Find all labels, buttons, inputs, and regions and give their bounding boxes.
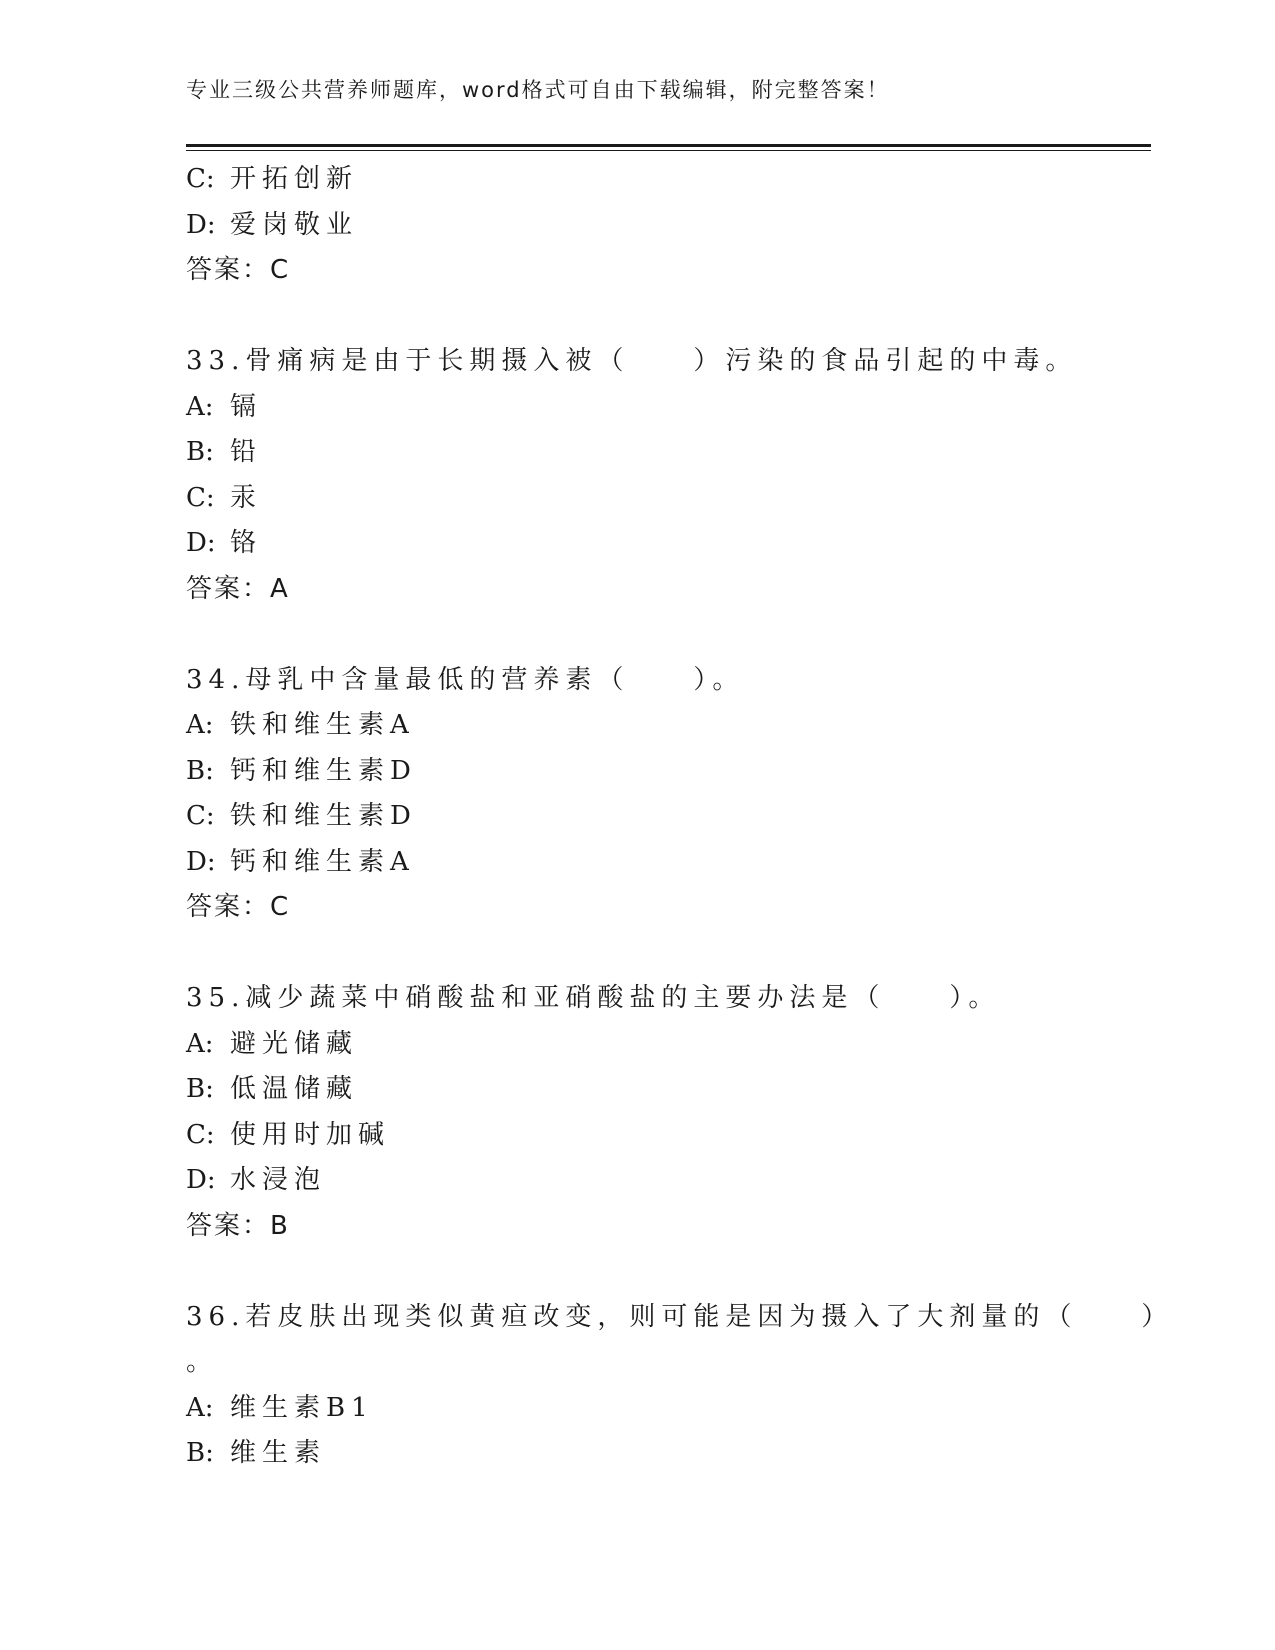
spacer	[186, 294, 1151, 340]
option-d	[186, 521, 1151, 567]
option-text: 汞	[230, 482, 263, 513]
question-stem: 33.骨痛病是由于长期摄入被（ ）污染的食品引起的中毒。	[186, 346, 1078, 376]
option-c	[186, 157, 1151, 203]
option-text: 铬	[230, 528, 263, 558]
option-a	[186, 1386, 1151, 1432]
option-text: 避光储藏	[230, 1028, 359, 1059]
header-rule-thin	[186, 150, 1151, 151]
answer-line: 答案：A	[186, 573, 290, 604]
option-d	[186, 203, 1151, 249]
question-stem: 36.若皮肤出现类似黄疸改变，则可能是因为摄入了大剂量的（ ）	[186, 1301, 1174, 1332]
option-label: A:	[186, 710, 214, 740]
option-text: 开拓创新	[230, 164, 359, 194]
option-a	[186, 1022, 1151, 1068]
option-label: D:	[186, 1165, 216, 1195]
option-text: 铅	[230, 437, 263, 467]
option-b	[186, 749, 1151, 795]
option-c	[186, 794, 1151, 840]
option-label: C:	[186, 1119, 215, 1150]
question-stem: 34.母乳中含量最低的营养素（ ）。	[186, 664, 745, 695]
option-text: 铁和维生素D	[230, 801, 417, 831]
option-text: 镉	[230, 391, 263, 422]
option-label: C:	[186, 164, 215, 194]
option-text: 水浸泡	[230, 1165, 327, 1195]
option-text: 铁和维生素A	[230, 710, 415, 740]
option-a	[186, 385, 1151, 431]
option-text: 低温储藏	[230, 1074, 359, 1104]
spacer	[186, 612, 1151, 658]
question-stem-continuation: 。	[186, 1347, 213, 1377]
option-label: B:	[186, 755, 214, 786]
option-b	[186, 1067, 1151, 1113]
option-text: 使用时加碱	[230, 1119, 391, 1150]
option-label: B:	[186, 437, 214, 467]
option-label: D:	[186, 528, 216, 558]
option-text: 维生素B1	[230, 1392, 374, 1423]
option-b	[186, 1431, 1151, 1477]
page-header: 专业三级公共营养师题库，word格式可自由下载编辑，附完整答案！	[186, 78, 890, 102]
option-text: 钙和维生素A	[230, 846, 415, 877]
option-d	[186, 1158, 1151, 1204]
question-stem: 35.减少蔬菜中硝酸盐和亚硝酸盐的主要办法是（ ）。	[186, 983, 1001, 1013]
option-text: 爱岗敬业	[230, 209, 359, 240]
option-d	[186, 840, 1151, 886]
option-c	[186, 476, 1151, 522]
option-b	[186, 430, 1151, 476]
question-list	[186, 157, 1174, 1477]
option-label: D:	[186, 846, 216, 877]
option-text: 维生素	[230, 1438, 327, 1468]
spacer	[186, 931, 1151, 977]
option-label: B:	[186, 1074, 214, 1104]
option-label: B:	[186, 1438, 214, 1468]
header-rule-thick	[186, 144, 1151, 147]
option-c	[186, 1113, 1151, 1159]
option-label: A:	[186, 391, 214, 422]
option-label: A:	[186, 1392, 214, 1423]
option-label: A:	[186, 1028, 214, 1059]
option-label: C:	[186, 801, 215, 831]
answer-line: 答案：B	[186, 1210, 290, 1241]
option-label: D:	[186, 209, 216, 240]
option-a	[186, 703, 1151, 749]
option-text: 钙和维生素D	[230, 755, 417, 786]
option-label: C:	[186, 482, 215, 513]
spacer	[186, 1249, 1151, 1295]
answer-line: 答案：C	[186, 892, 291, 922]
answer-line: 答案：C	[186, 255, 291, 285]
